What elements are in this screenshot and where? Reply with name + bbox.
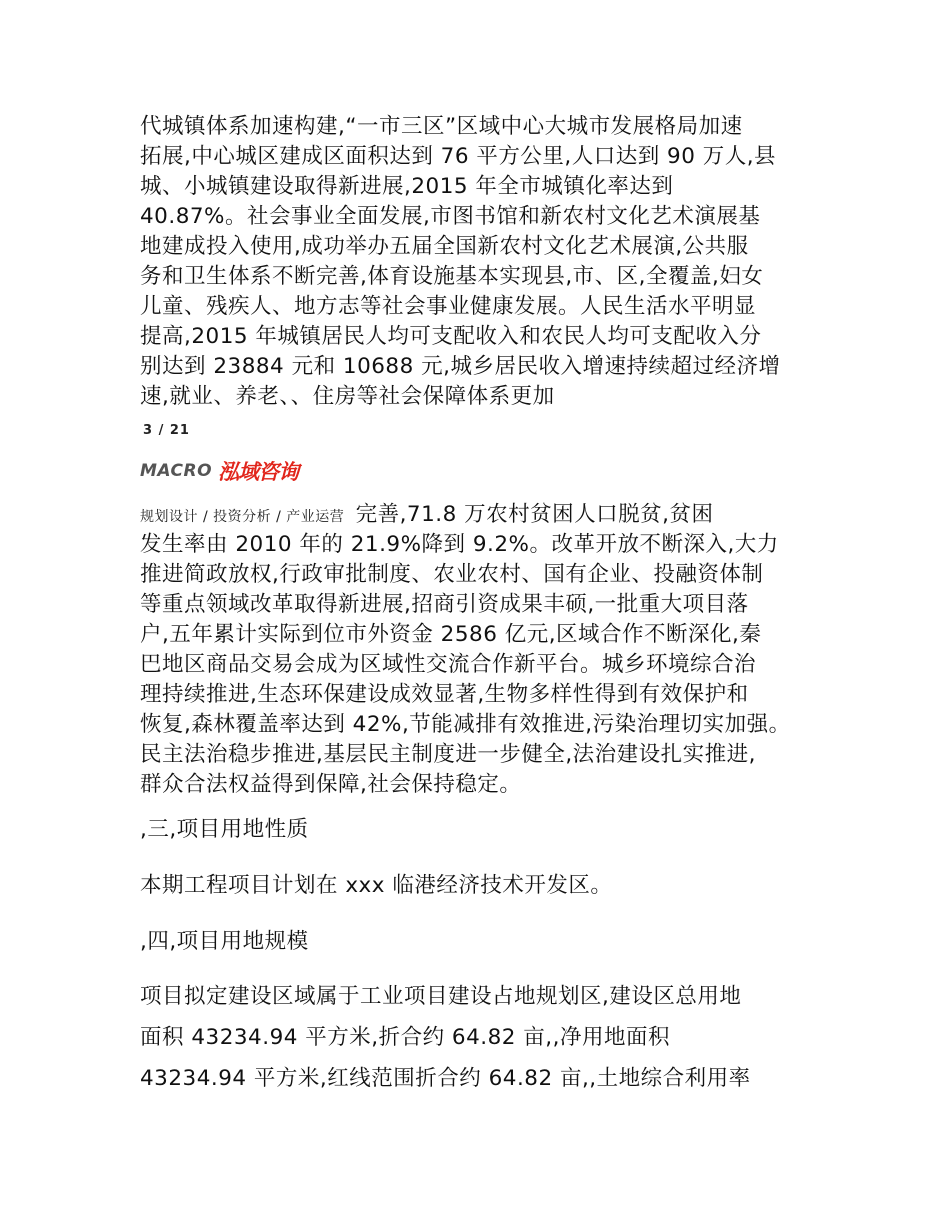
text-line: 提高,2015 年城镇居民人均可支配收入和农民人均可支配收入分 — [140, 324, 762, 349]
text-line: 恢复,森林覆盖率达到 42%,节能减排有效推进,污染治理切实加强。 — [140, 712, 791, 737]
paragraph-land-scale — [140, 982, 820, 1105]
text-line: 儿童、残疾人、地方志等社会事业健康发展。人民生活水平明显 — [140, 294, 757, 319]
text-line: 理持续推进,生态环保建设成效显著,生物多样性得到有效保护和 — [140, 682, 749, 707]
text-line: 务和卫生体系不断完善,体育设施基本实现县,市、区,全覆盖,妇女 — [140, 264, 764, 289]
text-line: 43234.94 平方米,红线范围折合约 64.82 亩,,土地综合利用率 — [140, 1066, 751, 1091]
text-line: 40.87%。社会事业全面发展,市图书馆和新农村文化艺术演展基 — [140, 204, 761, 229]
text-line: 城、小城镇建设取得新进展,2015 年全市城镇化率达到 — [140, 174, 674, 199]
text-line: 项目拟定建设区域属于工业项目建设占地规划区,建设区总用地 — [140, 984, 742, 1009]
text-line: 拓展,中心城区建成区面积达到 76 平方公里,人口达到 90 万人,县 — [140, 144, 777, 169]
header-tagline: 规划设计 / 投资分析 / 产业运营 — [140, 509, 345, 525]
page-number: 3 / 21 — [143, 423, 190, 438]
text-line-with-tagline — [140, 500, 830, 530]
text-line: 别达到 23884 元和 10688 元,城乡居民收入增速持续超过经济增 — [140, 354, 781, 379]
company-logo — [140, 456, 298, 486]
text-line: 速,就业、养老、、住房等社会保障体系更加 — [140, 384, 555, 409]
text-line: 发生率由 2010 年的 21.9%降到 9.2%。改革开放不断深入,大力 — [140, 532, 779, 557]
paragraph-social-development — [140, 112, 820, 412]
text-line: 群众合法权益得到保障,社会保持稳定。 — [140, 772, 522, 797]
text-line: 代城镇体系加速构建,“一市三区”区域中心大城市发展格局加速 — [140, 114, 743, 139]
text-line: 面积 43234.94 平方米,折合约 64.82 亩,,净用地面积 — [140, 1025, 670, 1050]
text-line: 等重点领域改革取得新进展,招商引资成果丰硕,一批重大项目落 — [140, 592, 749, 617]
text-line-continuation: 完善,71.8 万农村贫困人口脱贫,贫困 — [348, 502, 714, 527]
section-heading-land-scale: ,四,项目用地规模 — [140, 929, 309, 954]
paragraph-reform-progress — [140, 500, 830, 800]
text-line: 户,五年累计实际到位市外资金 2586 亿元,区域合作不断深化,秦 — [140, 622, 762, 647]
text-line: 民主法治稳步推进,基层民主制度进一步健全,法治建设扎实推进, — [140, 742, 757, 767]
paragraph-land-location: 本期工程项目计划在 xxx 临港经济技术开发区。 — [140, 873, 613, 898]
text-line: 推进简政放权,行政审批制度、农业农村、国有企业、投融资体制 — [140, 562, 764, 587]
section-heading-land-nature: ,三,项目用地性质 — [140, 817, 309, 842]
text-line: 巴地区商品交易会成为区域性交流合作新平台。城乡环境综合治 — [140, 652, 757, 677]
logo-chinese-text: 泓域咨询 — [218, 460, 299, 484]
text-line: 地建成投入使用,成功举办五届全国新农村文化艺术展演,公共服 — [140, 234, 749, 259]
logo-latin-text: MACRO — [140, 461, 213, 481]
